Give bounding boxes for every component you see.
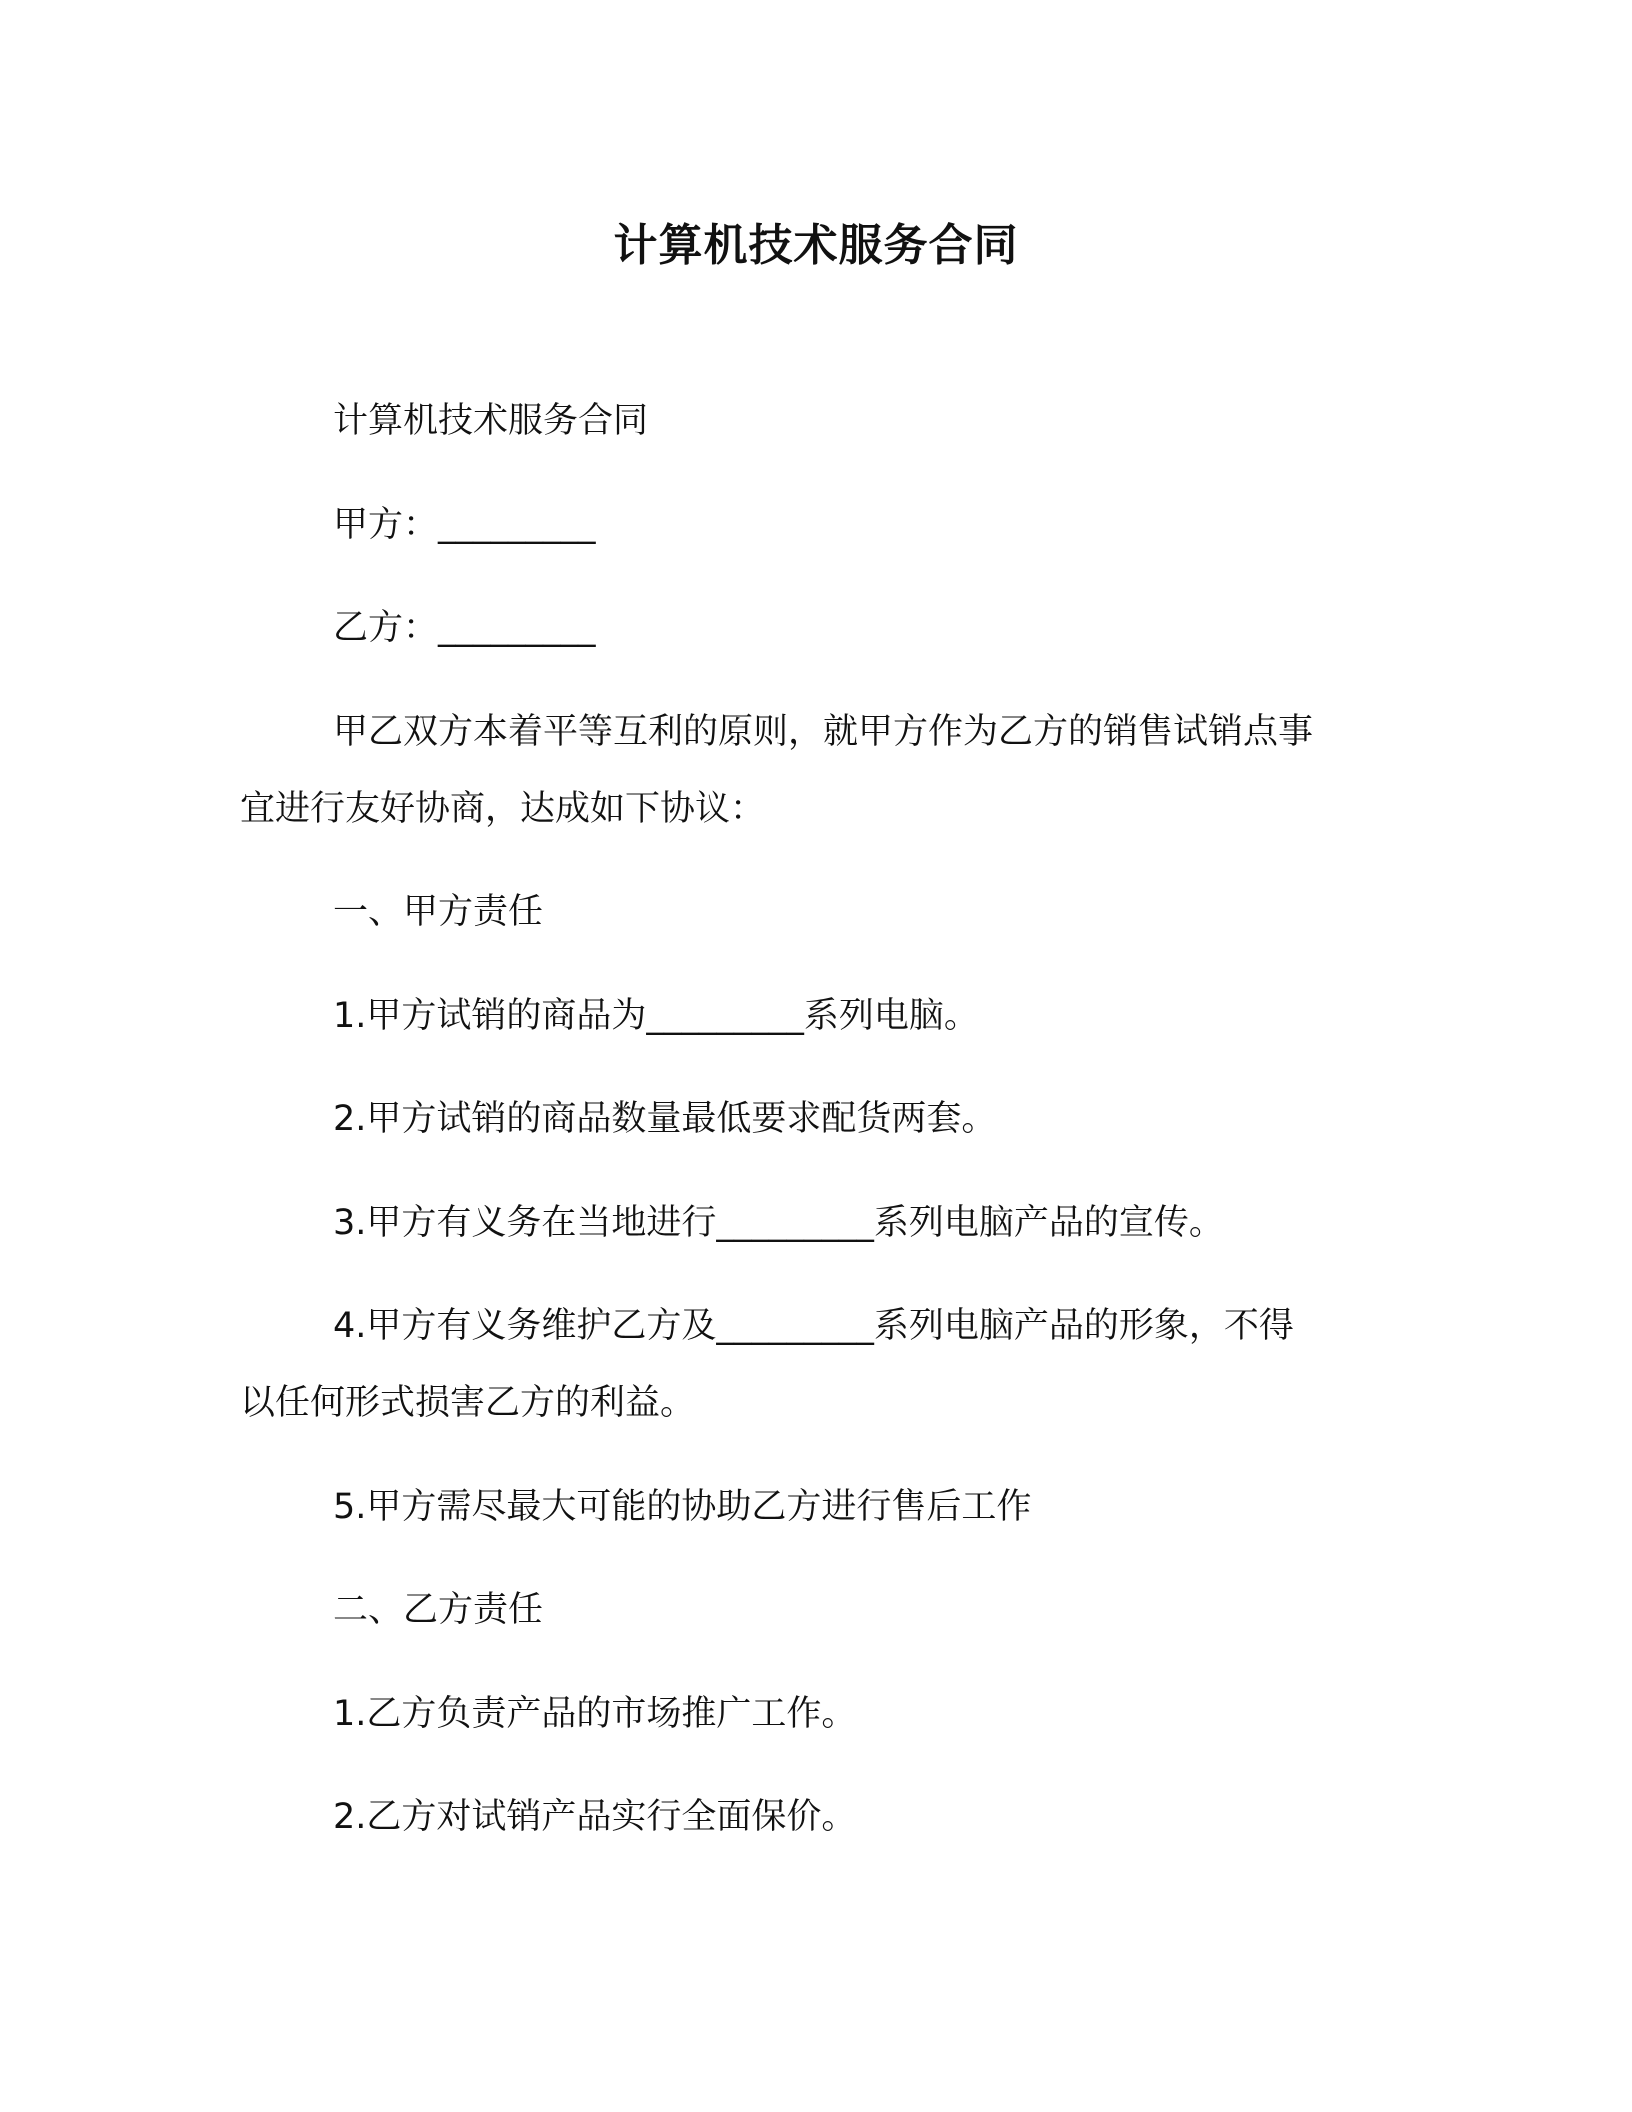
preamble-line-1: 甲乙双方本着平等互利的原则，就甲方作为乙方的销售试销点事 <box>333 712 1314 752</box>
party-b-line: 乙方：_________ <box>333 608 596 648</box>
section-1-item-4-line-1: 4.甲方有义务维护乙方及_________系列电脑产品的形象，不得 <box>333 1306 1294 1346</box>
section-1-heading: 一、甲方责任 <box>333 892 544 932</box>
document-subtitle: 计算机技术服务合同 <box>333 401 649 441</box>
document-title: 计算机技术服务合同 <box>613 220 1019 271</box>
section-1-item-4-line-2: 以任何形式损害乙方的利益。 <box>240 1383 696 1423</box>
section-1-item-5: 5.甲方需尽最大可能的协助乙方进行售后工作 <box>333 1487 1032 1527</box>
section-2-item-1: 1.乙方负责产品的市场推广工作。 <box>333 1694 857 1734</box>
section-1-item-1: 1.甲方试销的商品为_________系列电脑。 <box>333 996 979 1036</box>
preamble-line-2: 宜进行友好协商，达成如下协议： <box>240 789 766 829</box>
section-1-item-2: 2.甲方试销的商品数量最低要求配货两套。 <box>333 1099 997 1139</box>
party-a-line: 甲方：_________ <box>333 505 596 545</box>
section-1-item-3: 3.甲方有义务在当地进行_________系列电脑产品的宣传。 <box>333 1203 1224 1243</box>
section-2-heading: 二、乙方责任 <box>333 1590 544 1630</box>
section-2-item-2: 2.乙方对试销产品实行全面保价。 <box>333 1797 857 1837</box>
